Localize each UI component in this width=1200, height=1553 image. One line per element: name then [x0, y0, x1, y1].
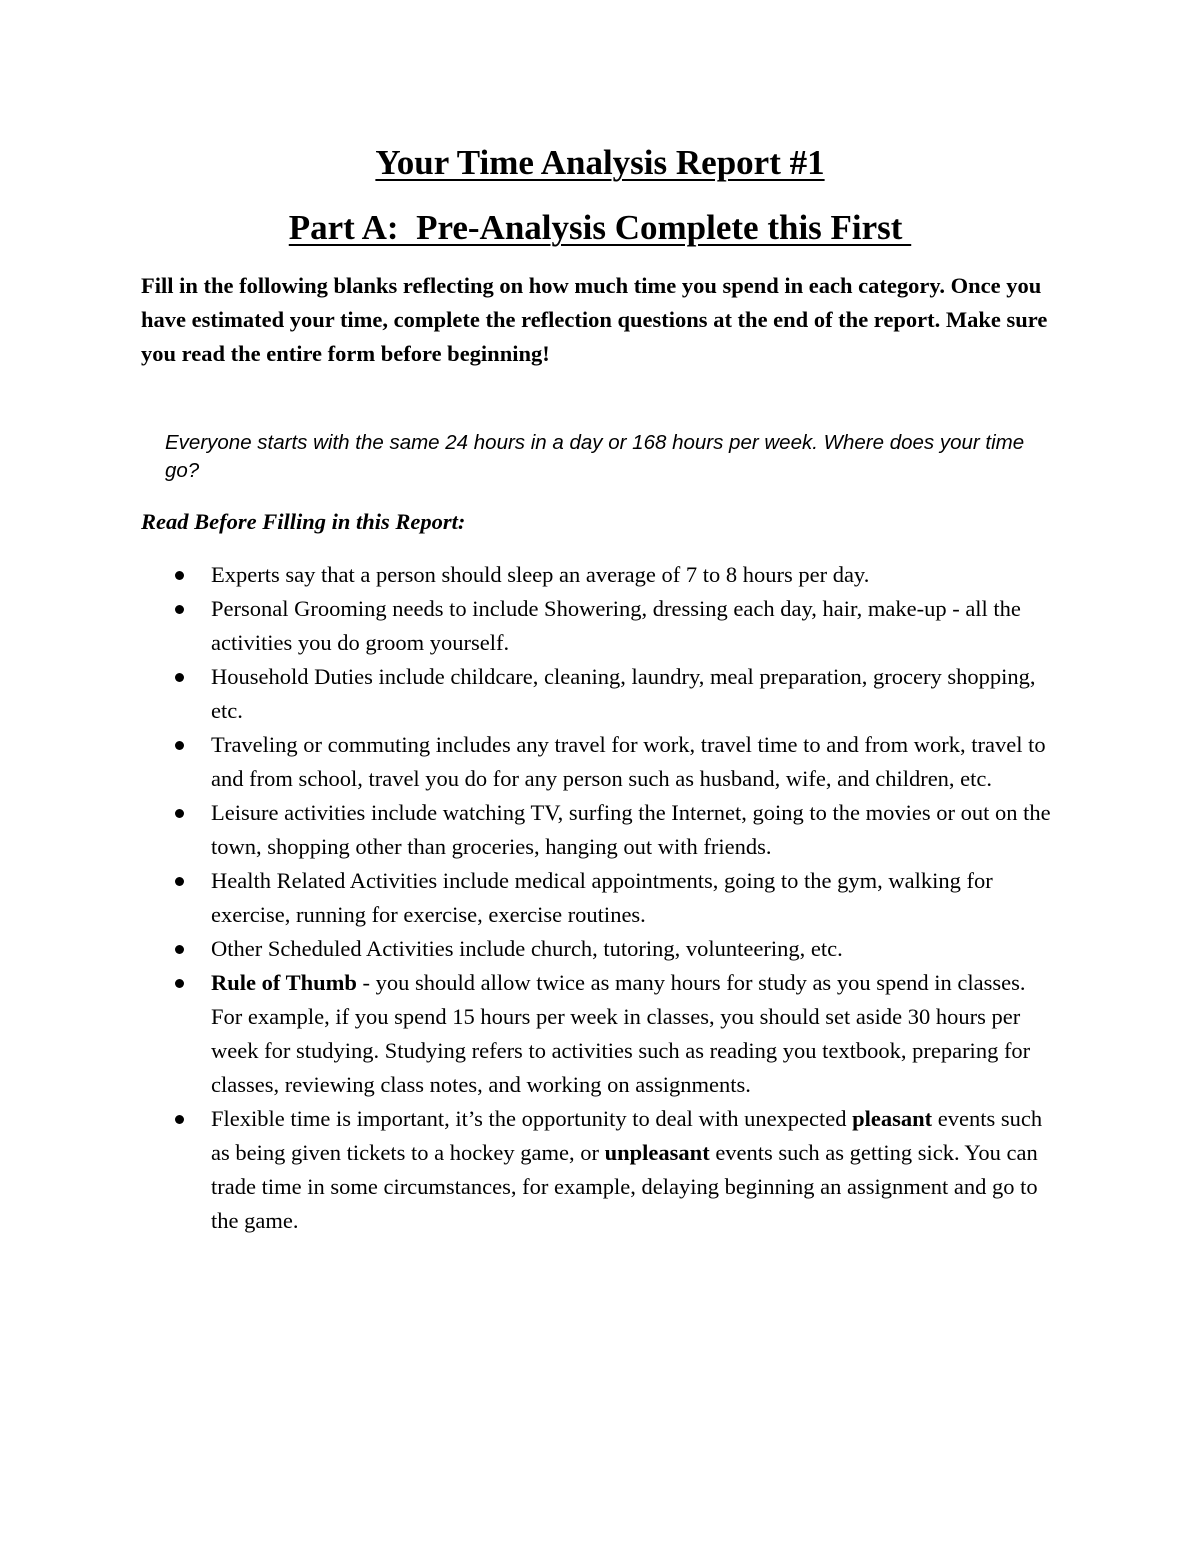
list-item-text: events such as getting sick. You can trade time in some circumstances, for example, delaying beginning an assignment and go to the game.	[211, 1140, 1038, 1233]
list-item-rule-of-thumb	[211, 966, 1061, 1102]
list-item-text: events such as being given tickets to a hockey game, or	[211, 1106, 1043, 1165]
list-item	[211, 558, 1061, 592]
unpleasant-emphasis: unpleasant	[604, 1140, 710, 1165]
bullet-icon	[175, 979, 184, 988]
list-item	[211, 660, 1061, 728]
read-before-heading: Read Before Filling in this Report:	[141, 509, 466, 534]
list-item	[211, 728, 1061, 796]
list-item-text: Household Duties include childcare, cleaning, laundry, meal preparation, grocery shopping, etc.	[211, 664, 1036, 723]
bullet-icon	[175, 945, 184, 954]
bullet-icon	[175, 1115, 184, 1124]
rule-of-thumb-label: Rule of Thumb	[211, 970, 357, 995]
part-a-heading: Part A: Pre-Analysis Complete this First	[288, 208, 912, 247]
list-item-text: Experts say that a person should sleep an average of 7 to 8 hours per day.	[211, 562, 870, 587]
report-title: Your Time Analysis Report #1	[375, 143, 825, 182]
list-item-text: Other Scheduled Activities include church, tutoring, volunteering, etc.	[211, 936, 843, 961]
list-item-text: Personal Grooming needs to include Showering, dressing each day, hair, make-up - all the activities you do groom yourself.	[211, 596, 1021, 655]
bullet-icon	[175, 605, 184, 614]
list-item	[211, 592, 1061, 660]
intro-instructions: Fill in the following blanks reflecting on how much time you spend in each category. Once you have estimated your time, complete the reflection questions at the end of the report. Make sure you read the entire form before beginning!	[141, 273, 1048, 366]
list-item	[211, 796, 1061, 864]
pleasant-emphasis: pleasant	[852, 1106, 933, 1131]
guideline-list	[211, 558, 1061, 1238]
list-item	[211, 932, 1061, 966]
hours-quote: Everyone starts with the same 24 hours in a day or 168 hours per week. Where does your time go?	[165, 431, 1025, 482]
bullet-icon	[175, 571, 184, 580]
list-item-text: Traveling or commuting includes any travel for work, travel time to and from work, travel to and from school, travel you do for any person such as husband, wife, and children, etc.	[211, 732, 1046, 791]
bullet-icon	[175, 809, 184, 818]
list-item-text: Health Related Activities include medical appointments, going to the gym, walking for exercise, running for exercise, exercise routines.	[211, 868, 993, 927]
list-item	[211, 864, 1061, 932]
bullet-icon	[175, 741, 184, 750]
list-item-text: Flexible time is important, it’s the opportunity to deal with unexpected	[211, 1106, 853, 1131]
list-item-text: - you should allow twice as many hours for study as you spend in classes. For example, if you spend 15 hours per week in classes, you should set aside 30 hours per week for studying. Studying refers to activities such as reading you textbook, preparing for classes, reviewing class notes, and working on assignments.	[211, 970, 1031, 1097]
list-item-text: Leisure activities include watching TV, surfing the Internet, going to the movies or out on the town, shopping other than groceries, hanging out with friends.	[211, 800, 1051, 859]
list-item-flexible-time	[211, 1102, 1061, 1238]
bullet-icon	[175, 877, 184, 886]
bullet-icon	[175, 673, 184, 682]
